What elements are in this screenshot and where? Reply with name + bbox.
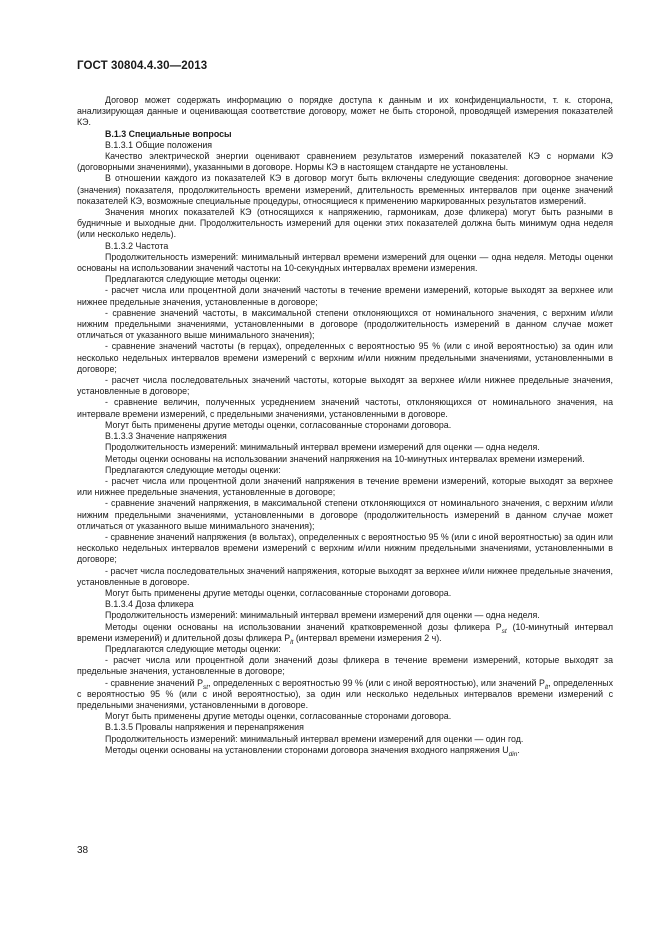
subscript-st: st xyxy=(501,627,507,635)
text-run: Методы оценки основаны на использовании значений кратковременной дозы фликера P xyxy=(105,621,502,632)
subsection-heading: В.1.3.4 Доза фликера xyxy=(105,599,194,610)
list-item: - расчет числа или процентной доли значений напряжения в течение времени измерений, которые выходят за верхнее или нижнее предельные значения, установленные в договоре; xyxy=(77,475,613,498)
paragraph: В отношении каждого из показателей КЭ в договор могут быть включены следующие сведения: договорное значение (значения) показателя, продолжительность времени измерений, длительность временных интервалов при оценке значений показателей КЭ, возможные специальные процедуры, относящиеся к применению маркированных результатов измерений. xyxy=(77,173,613,206)
document-body xyxy=(77,95,613,756)
text-run: (интервал времени измерения 2 ч). xyxy=(293,632,442,643)
paragraph: Продолжительность измерений: минимальный интервал времени измерений для оценки — одна неделя. xyxy=(105,610,540,621)
paragraph: Могут быть применены другие методы оценки, согласованные сторонами договора. xyxy=(105,711,452,722)
paragraph: Значения многих показателей КЭ (относящихся к напряжению, гармоникам, дозе фликера) могут быть разными в будничные и выходные дни. Продолжительность измерений для оценки этих показателей должна быть минимум одна неделя (или несколько недель). xyxy=(77,207,613,240)
list-item-pst-compare xyxy=(77,678,613,712)
list-item: - сравнение значений напряжения, в максимальной степени отклоняющихся от номинального значения, с верхним и/или нижним предельными значениями, установленными в договоре (продолжительность измерений в данном случае может отличаться от указанного выше минимального значения); xyxy=(77,498,613,531)
list-item: - сравнение значений напряжения (в вольтах), определенных с вероятностью 95 % (или с иной вероятностью) за один или несколько недельных интервалов времени измерений с верхним и/или нижним предельными значениями, установленными в договоре; xyxy=(77,531,613,565)
text-run: (10-минутный интервал времени измерений) и длительной дозы фликера P xyxy=(77,621,613,643)
page-number: 38 xyxy=(77,845,89,856)
text-run: , определенных с вероятностью 99 % (или с иной вероятностью), или значений P xyxy=(208,677,545,688)
text-run: - сравнение значений P xyxy=(105,677,203,688)
paragraph: Могут быть применены другие методы оценки, согласованные сторонами договора. xyxy=(105,419,452,430)
list-item: - расчет числа последовательных значений напряжения, которые выходят за верхнее и/или нижнее предельные значения, установленные в договоре. xyxy=(77,565,613,587)
subsection-heading: В.1.3.5 Провалы напряжения и перенапряжения xyxy=(105,722,304,733)
list-item: - расчет числа или процентной доли значений дозы фликера в течение времени измерений, которые выходят за предельные значения, установленные в договоре; xyxy=(77,655,613,677)
section-heading: В.1.3 Специальные вопросы xyxy=(105,128,232,139)
list-item: - расчет числа последовательных значений частоты, которые выходят за верхнее и/или нижнее предельные значения, установленные в договоре; xyxy=(77,375,613,397)
paragraph: Предлагаются следующие методы оценки: xyxy=(105,274,281,285)
text-run: . xyxy=(517,744,520,755)
paragraph: Предлагаются следующие методы оценки: xyxy=(105,643,281,654)
list-item: - сравнение значений частоты (в герцах), определенных с вероятностью 95 % (или с иной вероятностью) за один или несколько недельных интервалов времени измерений с верхним и/или нижним предельными значениями, установленными в договоре; xyxy=(77,341,613,374)
subscript-st: st xyxy=(203,683,209,691)
subsection-heading: В.1.3.1 Общие положения xyxy=(105,139,213,150)
paragraph: Методы оценки основаны на использовании значений напряжения на 10-минутных интервалах времени измерений. xyxy=(105,453,585,464)
subscript-lt: lt xyxy=(290,638,294,646)
paragraph: Предлагаются следующие методы оценки: xyxy=(105,464,281,475)
paragraph: Продолжительность измерений: минимальный интервал времени измерений для оценки — одна неделя. xyxy=(105,442,540,453)
subscript-din: din xyxy=(508,750,518,758)
text-run: Методы оценки основаны на установлении сторонами договора значения входного напряжения U xyxy=(105,744,509,755)
list-item: - сравнение значений частоты, в максимальной степени отклоняющихся от номинального значения, с верхним и/или нижним предельными значениями, установленными в договоре (продолжительность измерений в данном случае может отличаться от указанного выше минимального значения); xyxy=(77,307,613,341)
subscript-lt: lt xyxy=(544,683,549,691)
paragraph-udin xyxy=(77,745,613,756)
document-header: ГОСТ 30804.4.30—2013 xyxy=(77,60,208,72)
list-item: - расчет числа или процентной доли значений частоты в течение времени измерений, которые выходят за верхнее или нижнее предельные значения, установленные в договоре; xyxy=(77,285,613,307)
list-item: - сравнение величин, полученных усреднением значений частоты, отклоняющихся от номинального значения, на интервале времени измерений, с предельными значениями, установленными в договоре. xyxy=(77,397,613,419)
subsection-heading: В.1.3.3 Значение напряжения xyxy=(105,431,227,442)
paragraph: Качество электрической энергии оценивают сравнением результатов измерений показателей КЭ с нормами КЭ (договорными значениями), указанными в договоре. Нормы КЭ в настоящем стандарте не установлены. xyxy=(77,151,613,173)
paragraph: Могут быть применены другие методы оценки, согласованные сторонами договора. xyxy=(105,587,452,598)
paragraph: Продолжительность измерений: минимальный интервал времени измерений для оценки — один год. xyxy=(105,733,524,744)
text-run: , определенных с вероятностью 95 % (или с иной вероятностью), за один или несколько недельных интервалов времени измерений с предельными значениями, установленными в договоре. xyxy=(77,677,613,710)
paragraph: Продолжительность измерений: минимальный интервал времени измерений для оценки — одна неделя. Методы оценки основаны на использовании значений частоты на 10-секундных интервалах времени измерения. xyxy=(77,251,613,274)
paragraph: Договор может содержать информацию о порядке доступа к данным и их конфиденциальности, т. к. сторона, анализирующая данные и оценивающая соответствие договору, может не быть стороной, проводящей измерения показателей КЭ. xyxy=(77,95,613,128)
paragraph-flicker-methods xyxy=(77,622,613,644)
subsection-heading: В.1.3.2 Частота xyxy=(105,240,169,251)
